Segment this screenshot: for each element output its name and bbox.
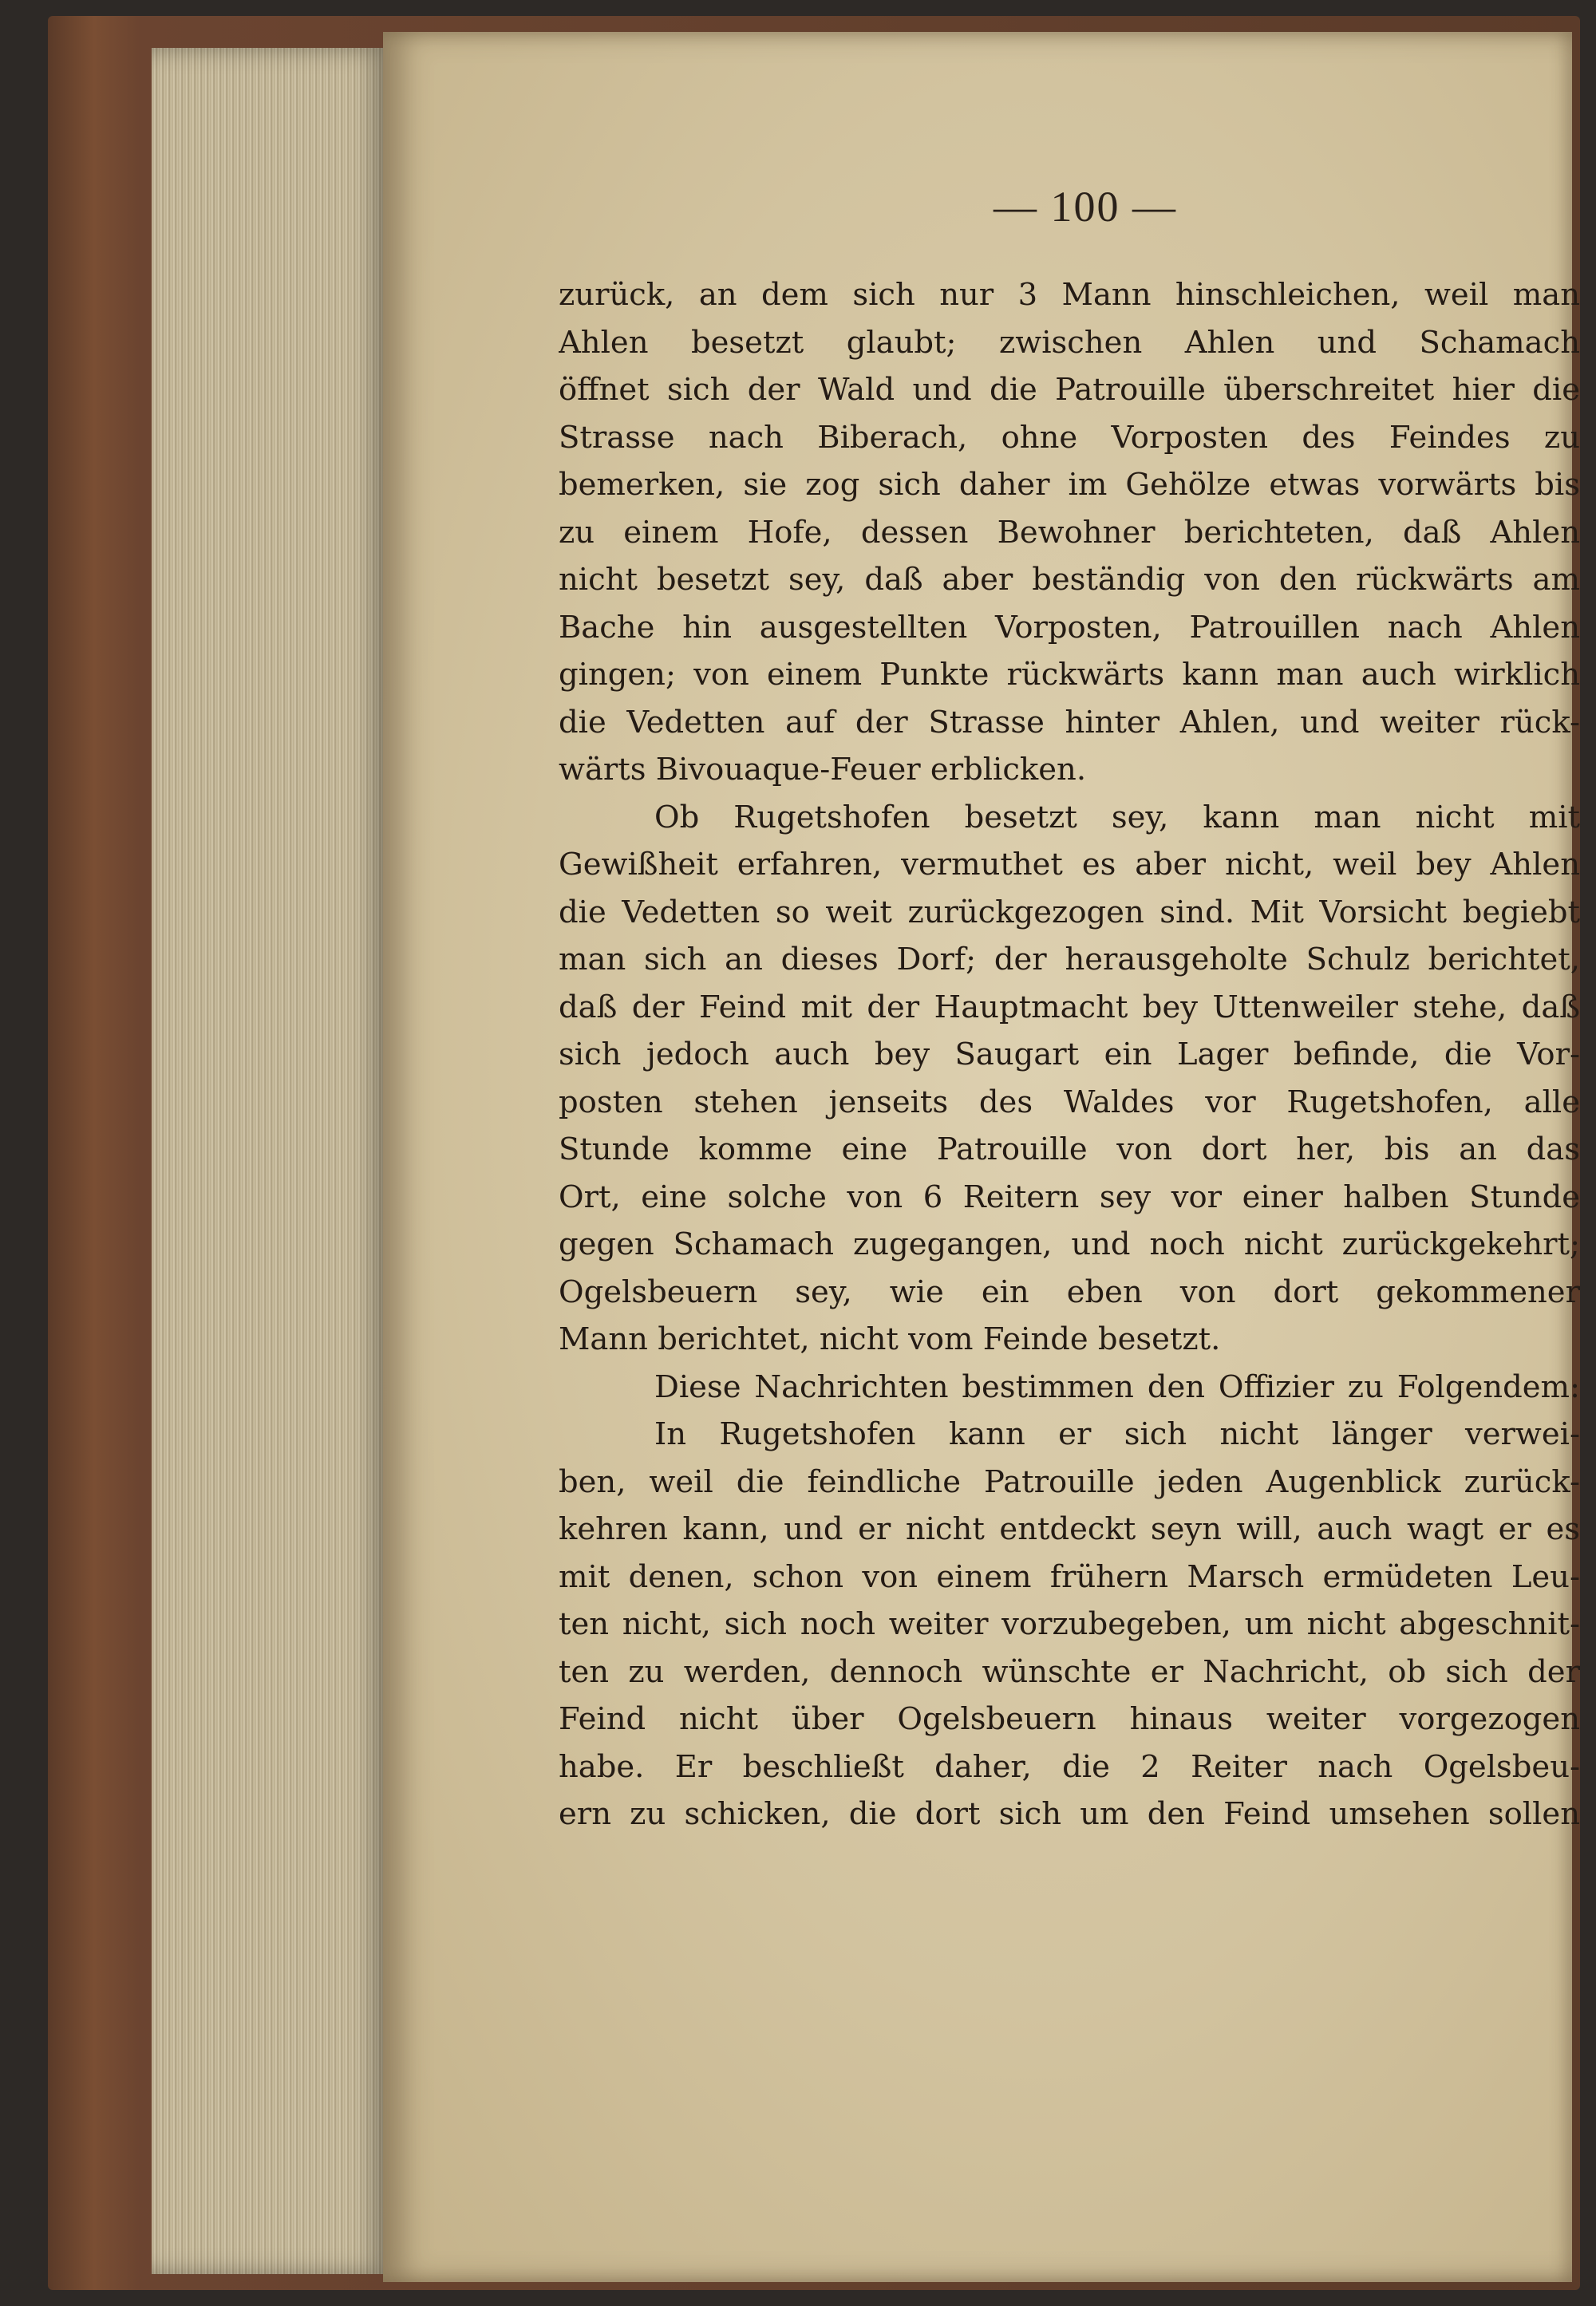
text-line: Ob Rugetshofen besetzt sey, kann man nicht mit	[654, 799, 1580, 835]
text-line: habe. Er beschließt daher, die 2 Reiter nach Ogelsbeu-	[559, 1748, 1580, 1785]
text-line: gegen Schamach zugegangen, und noch nicht zurückgekehrt;	[559, 1226, 1580, 1262]
text-line: Bache hin ausgestellten Vorposten, Patrouillen nach Ahlen	[559, 609, 1580, 646]
text-line: Diese Nachrichten bestimmen den Offizier zu Folgendem:	[654, 1368, 1580, 1405]
text-line: posten stehen jenseits des Waldes vor Rugetshofen, alle	[559, 1084, 1580, 1120]
text-line: nicht besetzt sey, daß aber beständig von den rückwärts am	[559, 562, 1580, 598]
text-line: ten nicht, sich noch weiter vorzubegeben, um nicht abgeschnit-	[559, 1606, 1580, 1642]
text-line: gingen; von einem Punkte rückwärts kann man auch wirklich	[559, 657, 1580, 693]
text-line: In Rugetshofen kann er sich nicht länger verwei-	[654, 1416, 1580, 1452]
page-edges	[152, 48, 391, 2274]
text-line: zu einem Hofe, dessen Bewohner berichteten, daß Ahlen	[559, 514, 1580, 551]
text-line: Ort, eine solche von 6 Reitern sey vor einer halben Stunde	[559, 1179, 1580, 1215]
text-line: sich jedoch auch bey Saugart ein Lager befinde, die Vor-	[559, 1037, 1580, 1072]
text-line: mit denen, schon von einem frühern Marsch ermüdeten Leu-	[559, 1558, 1580, 1595]
text-line: Strasse nach Biberach, ohne Vorposten des Feindes zu	[559, 419, 1580, 456]
text-line: zurück, an dem sich nur 3 Mann hinschleichen, weil man	[559, 277, 1580, 313]
text-line: ern zu schicken, die dort sich um den Feind umsehen sollen	[559, 1796, 1580, 1832]
body-text	[559, 271, 1580, 1838]
text-line: daß der Feind mit der Hauptmacht bey Uttenweiler stehe, daß	[559, 989, 1580, 1025]
text-line: Stunde komme eine Patrouille von dort her, bis an das	[559, 1131, 1580, 1167]
text-line: öffnet sich der Wald und die Patrouille überschreitet hier die	[559, 372, 1580, 408]
text-line: Mann berichtet, nicht vom Feinde besetzt.	[559, 1321, 1221, 1357]
text-line: die Vedetten so weit zurückgezogen sind. Mit Vorsicht begiebt	[559, 894, 1580, 930]
text-line: man sich an dieses Dorf; der herausgeholte Schulz berichtet,	[559, 942, 1580, 977]
text-line: Gewißheit erfahren, vermuthet es aber nicht, weil bey Ahlen	[559, 847, 1580, 883]
text-line: Ogelsbeuern sey, wie ein eben von dort gekommener	[559, 1273, 1580, 1310]
text-line: Ahlen besetzt glaubt; zwischen Ahlen und Schamach	[559, 324, 1580, 361]
text-line: kehren kann, und er nicht entdeckt seyn will, auch wagt er es	[559, 1511, 1580, 1547]
text-line: wärts Bivouaque-Feuer erblicken.	[559, 752, 1087, 788]
text-line: Feind nicht über Ogelsbeuern hinaus weiter vorgezogen	[559, 1701, 1580, 1737]
text-line: bemerken, sie zog sich daher im Gehölze etwas vorwärts bis	[559, 467, 1580, 503]
text-line: die Vedetten auf der Strasse hinter Ahlen, und weiter rück-	[559, 704, 1580, 740]
page-number: — 100 —	[994, 183, 1177, 231]
text-line: ben, weil die feindliche Patrouille jeden Augenblick zurück-	[559, 1463, 1580, 1500]
text-line: ten zu werden, dennoch wünschte er Nachricht, ob sich der	[559, 1653, 1580, 1690]
